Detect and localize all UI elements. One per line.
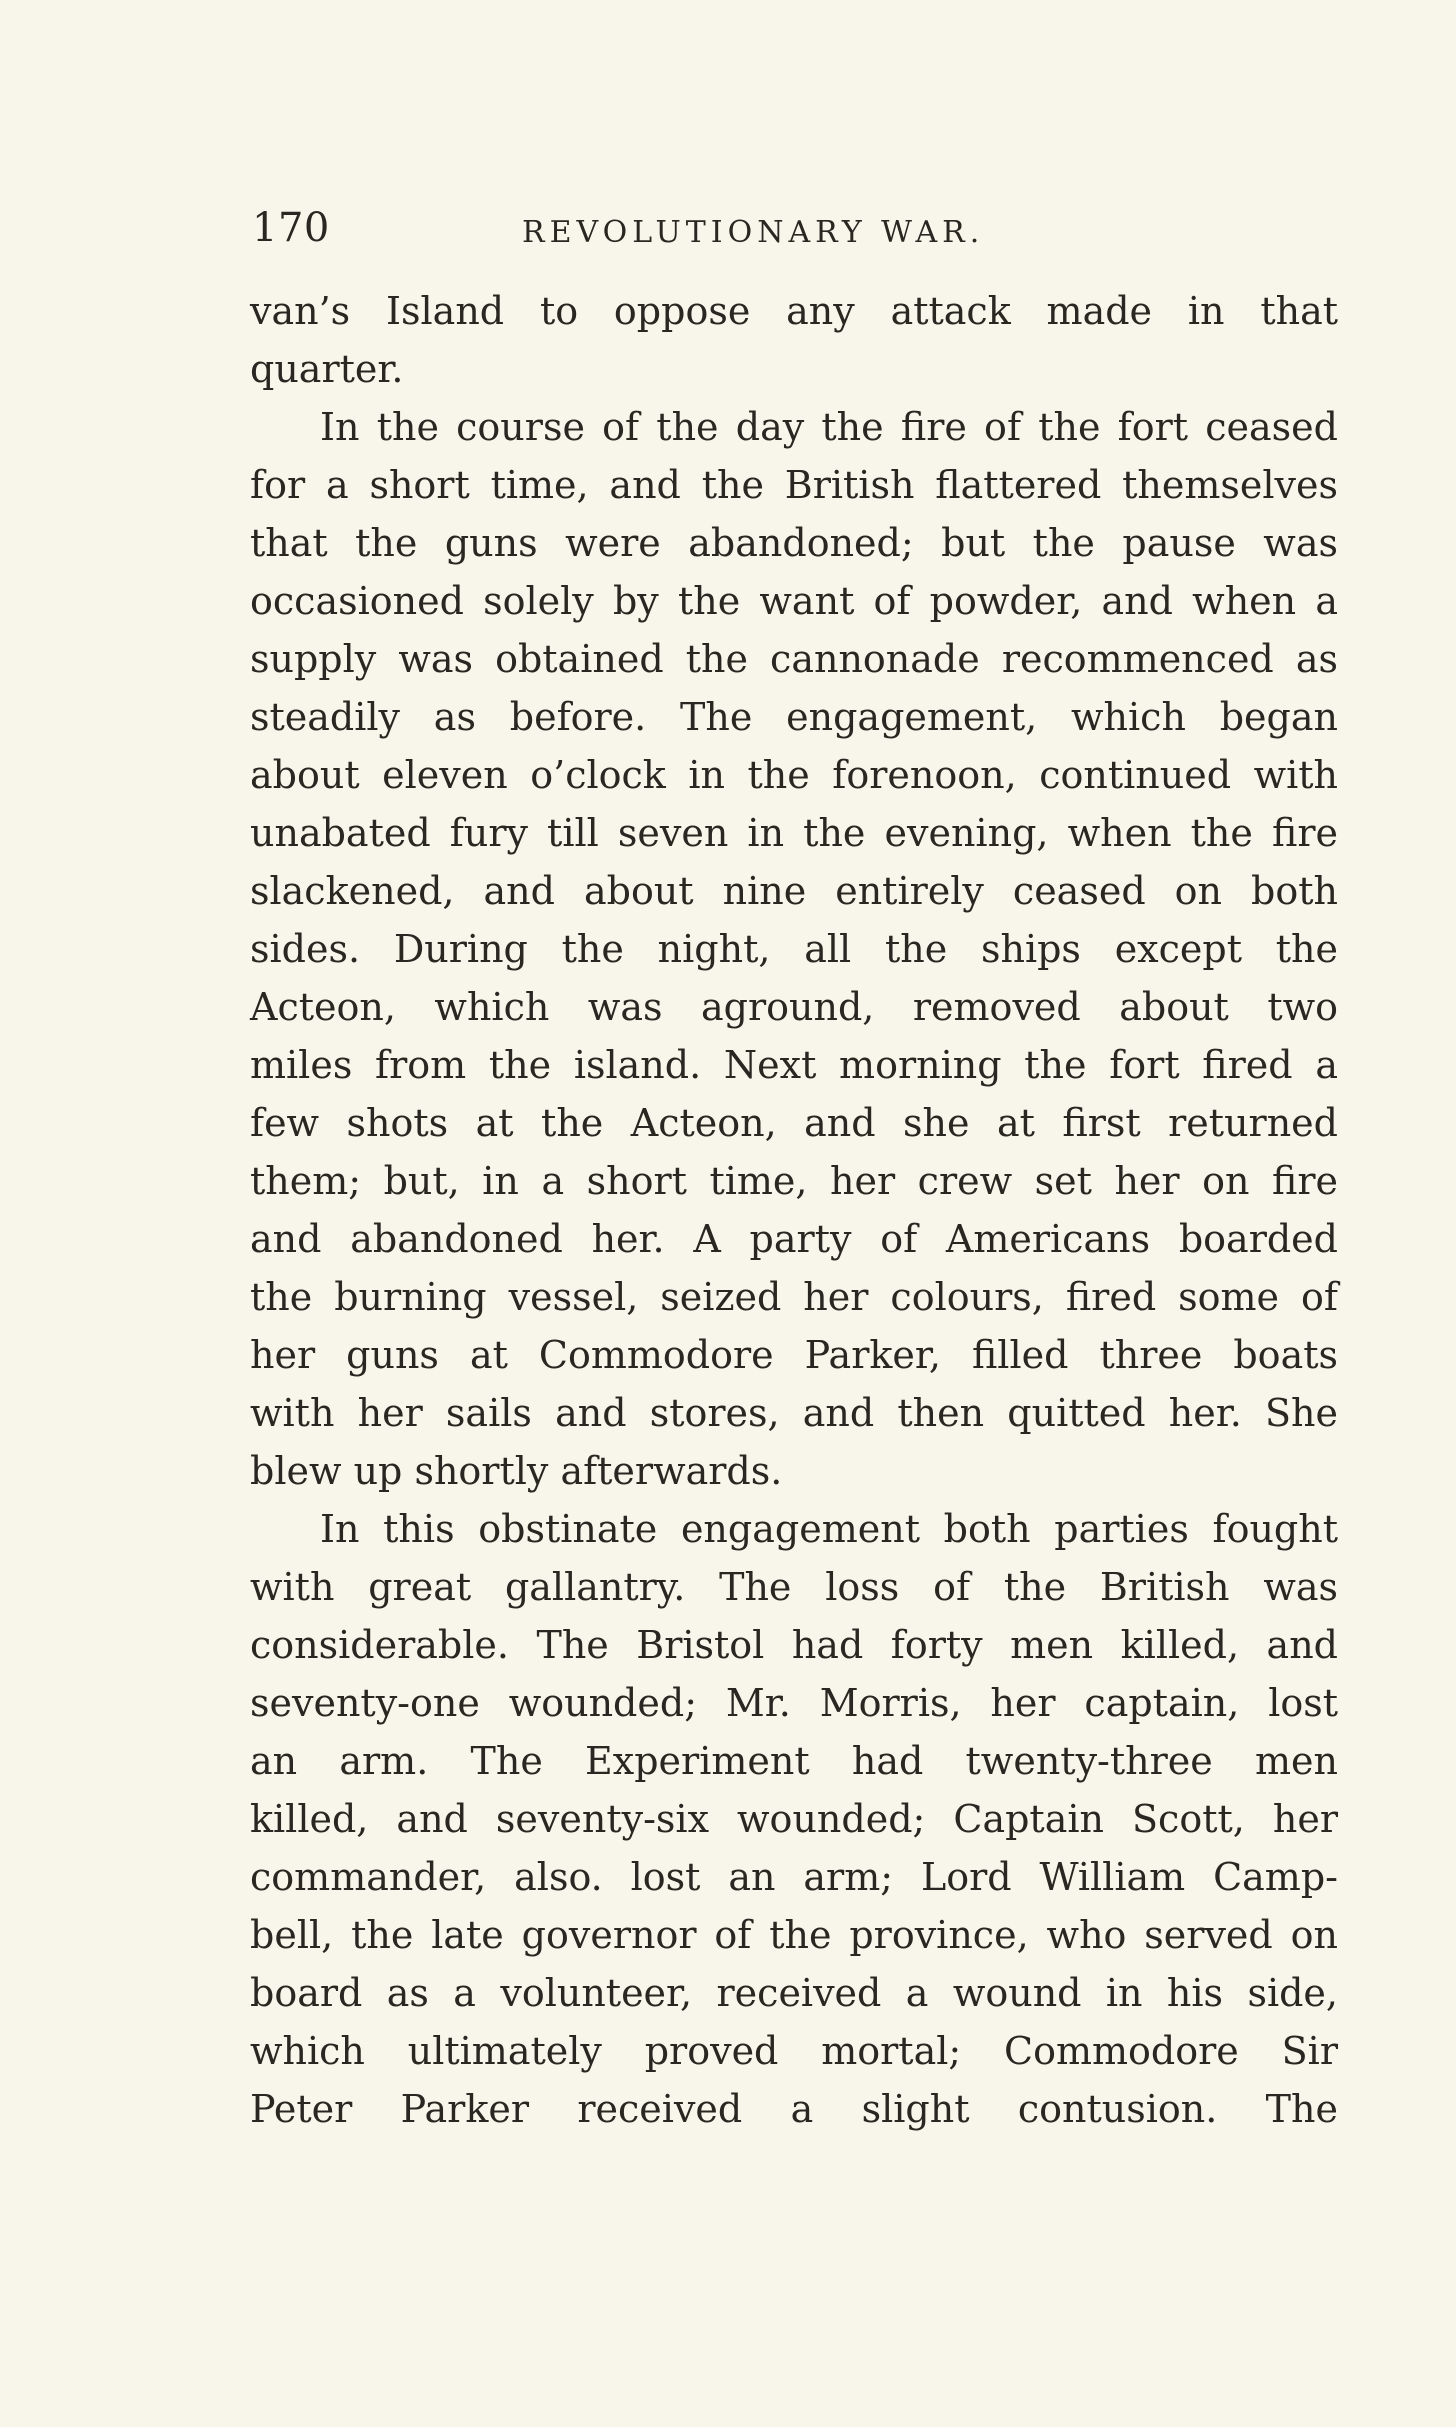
text-line: and abandoned her. A party of Americans boarded bbox=[250, 1217, 1338, 1261]
text-line: van’s Island to oppose any attack made in that bbox=[250, 289, 1338, 333]
text-line: her guns at Commodore Parker, filled three boats bbox=[250, 1333, 1338, 1377]
text-line: supply was obtained the cannonade recommenced as bbox=[250, 637, 1338, 681]
text-line: about eleven o’clock in the forenoon, continued with bbox=[250, 753, 1338, 797]
running-head: REVOLUTIONARY WAR. bbox=[522, 215, 985, 250]
text-line: unabated fury till seven in the evening, when the fire bbox=[250, 811, 1338, 855]
text-line: blew up shortly afterwards. bbox=[250, 1449, 783, 1493]
text-line: considerable. The Bristol had forty men killed, and bbox=[250, 1623, 1338, 1667]
body-text bbox=[250, 0, 1340, 2200]
text-line: miles from the island. Next morning the fort fired a bbox=[250, 1043, 1338, 1087]
text-line: board as a volunteer, received a wound in his side, bbox=[250, 1971, 1338, 2015]
paragraph-first-line: In the course of the day the fire of the fort ceased bbox=[320, 405, 1338, 449]
text-line: occasioned solely by the want of powder, and when a bbox=[250, 579, 1338, 623]
text-line: with her sails and stores, and then quitted her. She bbox=[250, 1391, 1338, 1435]
text-line: them; but, in a short time, her crew set her on fire bbox=[250, 1159, 1338, 1203]
text-line: that the guns were abandoned; but the pause was bbox=[250, 521, 1338, 565]
text-line: slackened, and about nine entirely ceased on both bbox=[250, 869, 1338, 913]
text-line: commander, also. lost an arm; Lord William Camp- bbox=[250, 1855, 1338, 1899]
text-line: steadily as before. The engagement, which began bbox=[250, 695, 1338, 739]
page-number: 170 bbox=[252, 205, 330, 251]
text-line: quarter. bbox=[250, 347, 404, 391]
text-line: Peter Parker received a slight contusion. The bbox=[250, 2087, 1338, 2131]
text-line: with great gallantry. The loss of the British was bbox=[250, 1565, 1338, 1609]
text-line: bell, the late governor of the province, who served on bbox=[250, 1913, 1338, 1957]
text-line: killed, and seventy-six wounded; Captain Scott, her bbox=[250, 1797, 1338, 1841]
text-line: sides. During the night, all the ships except the bbox=[250, 927, 1338, 971]
text-line: for a short time, and the British flattered themselves bbox=[250, 463, 1338, 507]
text-line: few shots at the Acteon, and she at first returned bbox=[250, 1101, 1338, 1145]
paragraph-first-line: In this obstinate engagement both parties fought bbox=[320, 1507, 1338, 1551]
text-line: Acteon, which was aground, removed about two bbox=[250, 985, 1338, 1029]
text-line: which ultimately proved mortal; Commodore Sir bbox=[250, 2029, 1338, 2073]
text-line: seventy-one wounded; Mr. Morris, her captain, lost bbox=[250, 1681, 1338, 1725]
text-line: the burning vessel, seized her colours, fired some of bbox=[250, 1275, 1338, 1319]
text-line: an arm. The Experiment had twenty-three men bbox=[250, 1739, 1338, 1783]
